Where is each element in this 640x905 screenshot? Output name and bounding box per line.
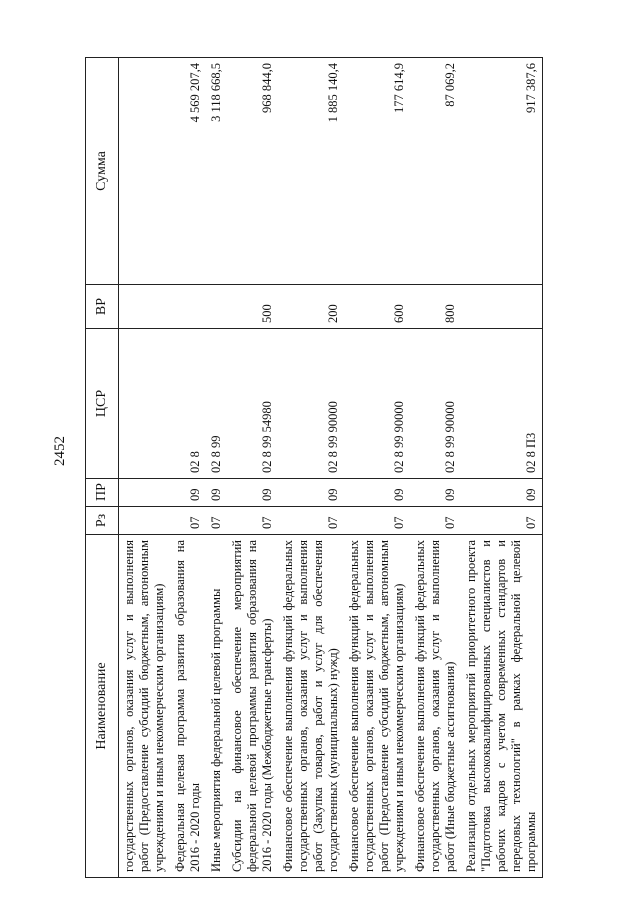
row-name: Субсидии на финансовое обеспечение мероприятий федеральной целевой программы развития образования на 2016 - 2020 годы (Межбюджетные трансферты) [227,535,278,878]
row-csr: 02 8 99 90000 [278,329,344,479]
row-vr: 200 [278,285,344,329]
header-rz: Рз [86,507,119,535]
row-csr: 02 8 [170,329,206,479]
row-pr: 09 [278,479,344,507]
row-pr: 09 [170,479,206,507]
row-pr: 09 [344,479,410,507]
row-vr: 600 [344,285,410,329]
row-csr: 02 8 99 [206,329,227,479]
row-sum [119,58,171,285]
table-row [119,58,171,878]
row-rz: 07 [461,507,543,535]
row-pr: 09 [227,479,278,507]
row-csr [119,329,171,479]
row-rz: 07 [278,507,344,535]
table-row [344,58,410,878]
row-sum: 4 569 207,4 [170,58,206,285]
row-rz: 07 [206,507,227,535]
row-vr [461,285,543,329]
row-name: Финансовое обеспечение выполнения функций федеральных государственных органов, оказания услуг и выполнения работ (Закупка товаров, работ и услуг для обеспечения государственных (муниципальных) нужд) [278,535,344,878]
row-rz: 07 [170,507,206,535]
row-name: Финансовое обеспечение выполнения функций федеральных государственных органов, оказания услуг и выполнения работ (Предоставление субсидий бюджетным, автономным учреждениям и иным некоммерческим организациям) [344,535,410,878]
row-sum: 3 118 668,5 [206,58,227,285]
row-vr: 500 [227,285,278,329]
table-row [206,58,227,878]
row-sum: 87 069,2 [410,58,461,285]
table-row [461,58,543,878]
row-name: Федеральная целевая программа развития образования на 2016 - 2020 годы [170,535,206,878]
row-name: Финансовое обеспечение выполнения функций федеральных государственных органов, оказания услуг и выполнения работ (Иные бюджетные ассигнования) [410,535,461,878]
budget-table [85,57,543,878]
row-name: Реализация отдельных мероприятий приоритетного проекта "Подготовка высококвалифицированных специалистов и рабочих кадров с учетом современных стандартов и передовых технологий" в рамках федеральной целевой программы [461,535,543,878]
header-vr: ВР [86,285,119,329]
row-rz [119,507,171,535]
row-rz: 07 [227,507,278,535]
row-name: Иные мероприятия федеральной целевой программы [206,535,227,878]
row-csr: 02 8 99 54980 [227,329,278,479]
row-csr: 02 8 П3 [461,329,543,479]
row-rz: 07 [344,507,410,535]
table-header-row [86,58,119,878]
row-vr [119,285,171,329]
row-vr [206,285,227,329]
row-sum: 968 844,0 [227,58,278,285]
row-sum: 177 614,9 [344,58,410,285]
header-sum: Сумма [86,58,119,285]
header-csr: ЦСР [86,329,119,479]
row-vr [170,285,206,329]
row-rz: 07 [410,507,461,535]
row-pr [119,479,171,507]
header-pr: ПР [86,479,119,507]
row-name: государственных органов, оказания услуг и выполнения работ (Предоставление субсидий бюджетным, автономным учреждениям и иным некоммерческим организациям) [119,535,171,878]
table-row [170,58,206,878]
row-pr: 09 [461,479,543,507]
page-number: 2452 [52,436,68,466]
row-sum: 1 885 140,4 [278,58,344,285]
table-row [410,58,461,878]
row-pr: 09 [206,479,227,507]
header-name: Наименование [86,535,119,878]
row-sum: 917 387,6 [461,58,543,285]
row-pr: 09 [410,479,461,507]
table-row [278,58,344,878]
table-row [227,58,278,878]
row-csr: 02 8 99 90000 [410,329,461,479]
budget-table-rotated [85,58,610,878]
row-vr: 800 [410,285,461,329]
row-csr: 02 8 99 90000 [344,329,410,479]
